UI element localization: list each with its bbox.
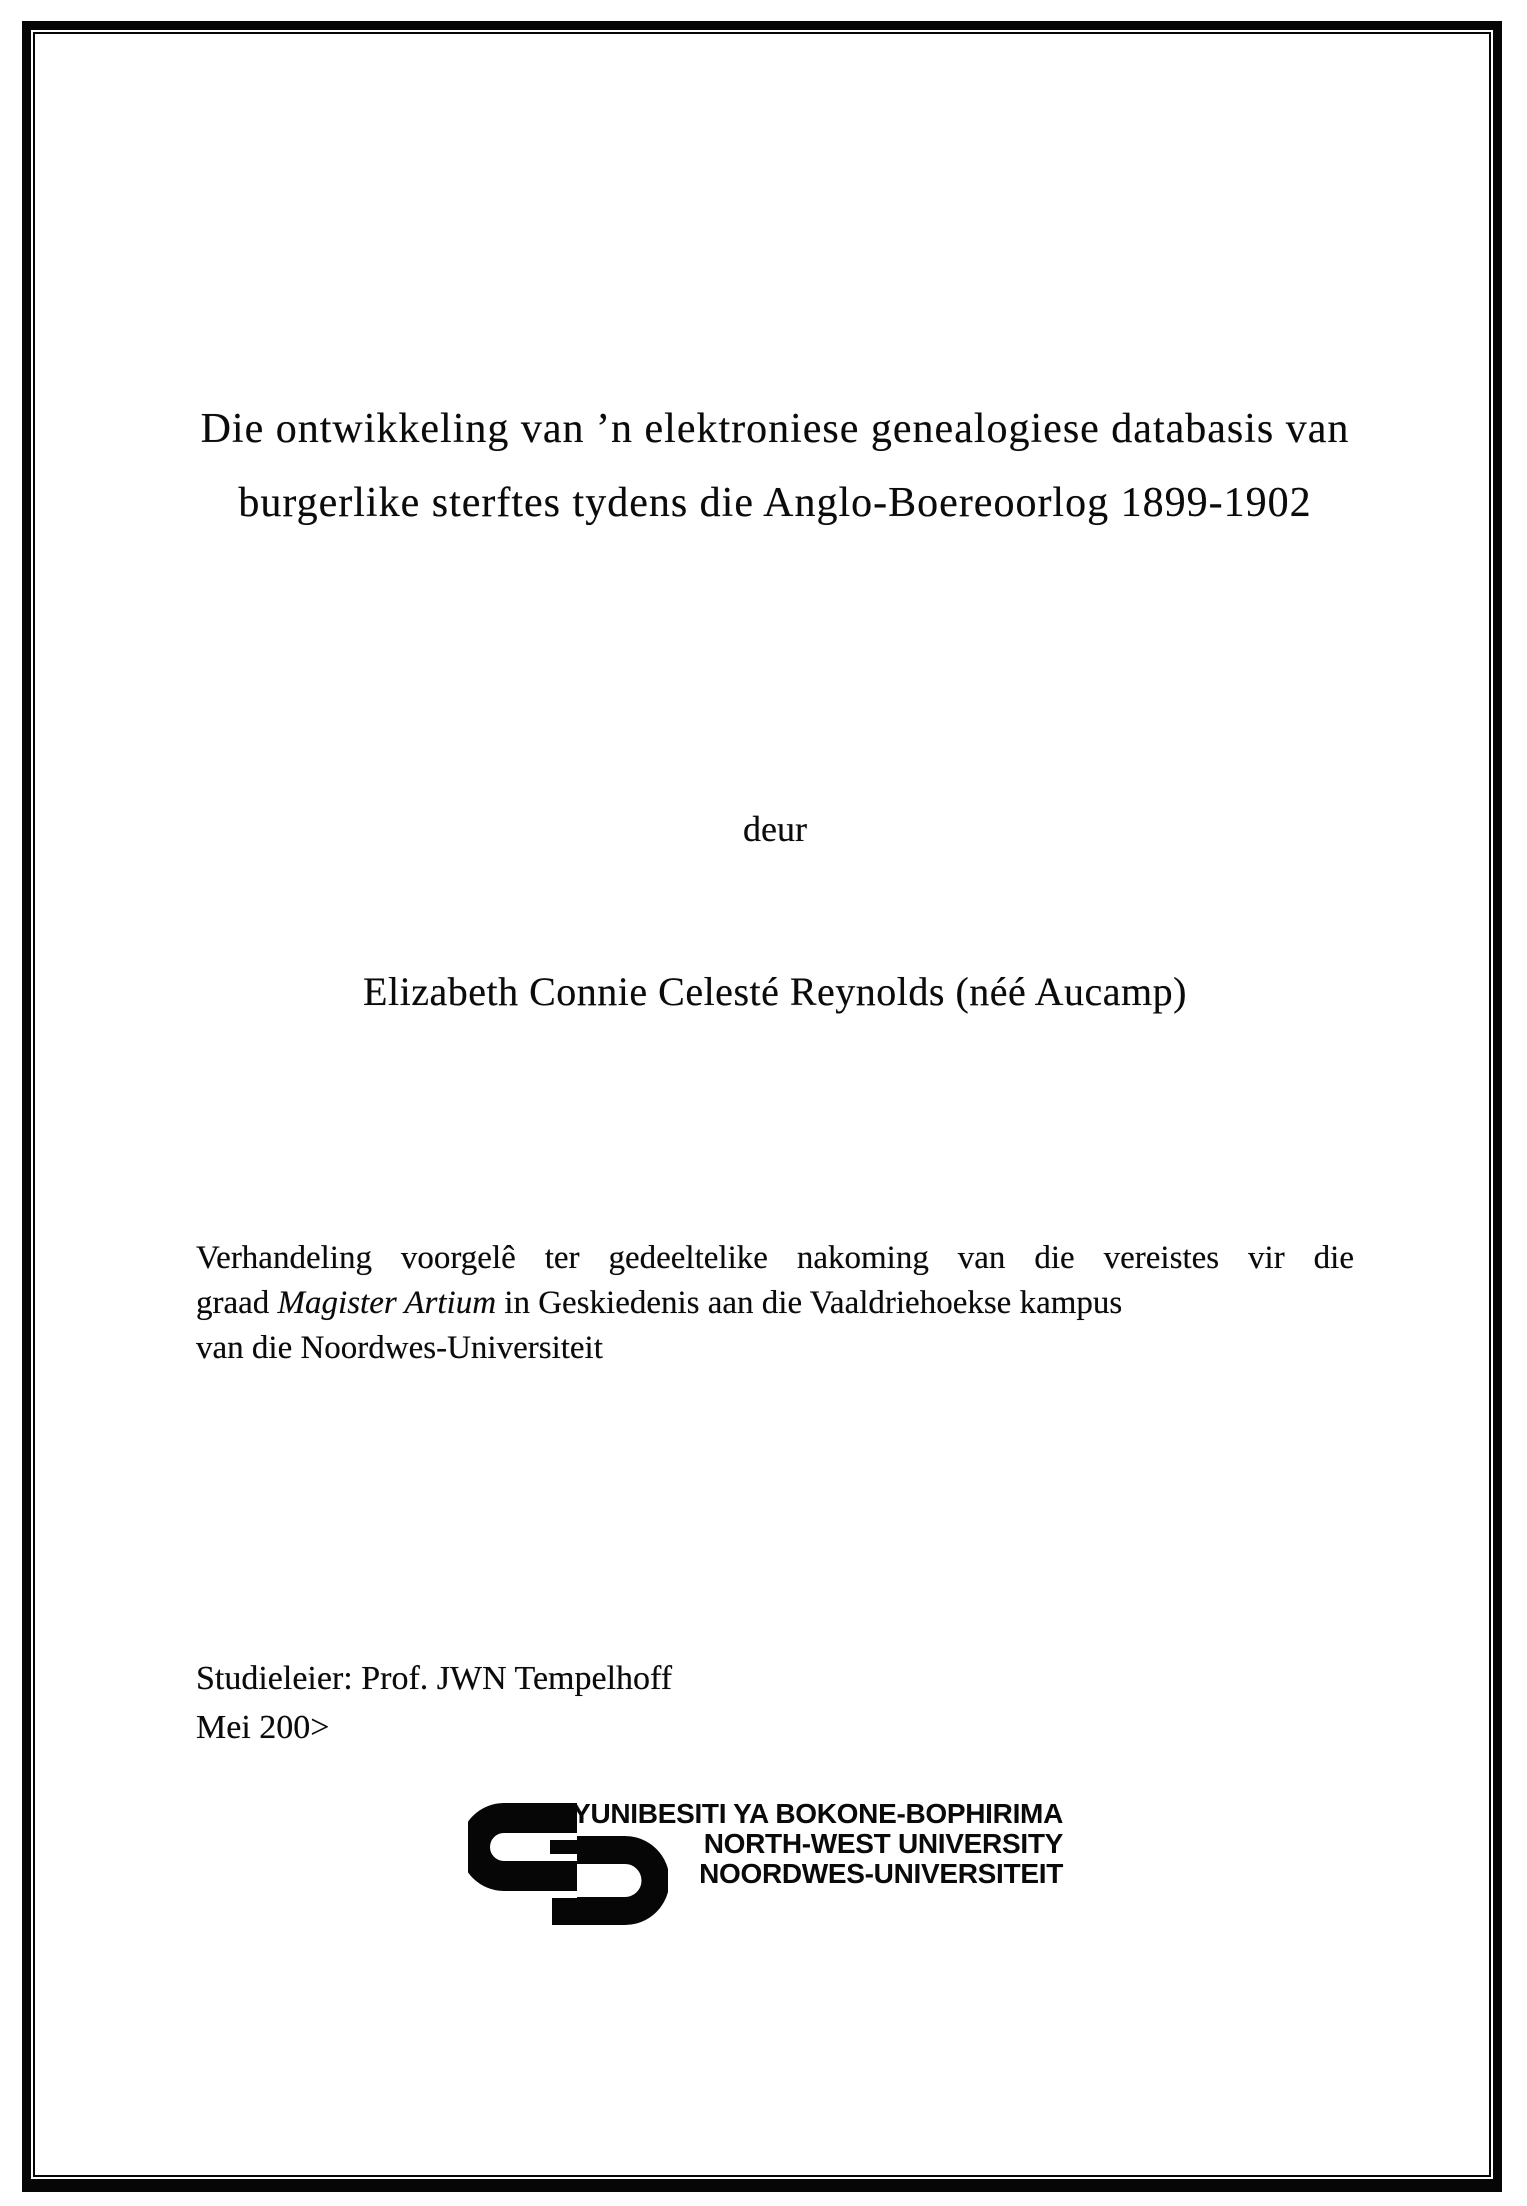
- date-line: Mei 200>: [196, 1709, 330, 1746]
- logo-text-line-1: YUNIBESITI YA BOKONE-BOPHIRIMA: [572, 1798, 1063, 1829]
- statement-line-2-prefix: graad: [196, 1285, 278, 1321]
- thesis-title: [201, 392, 1350, 540]
- logo-text-line-2: NORTH-WEST UNIVERSITY: [703, 1828, 1063, 1859]
- degree-statement: [196, 1236, 1354, 1371]
- content-area: [196, 0, 1354, 2206]
- title-line-1: Die ontwikkeling van ’n elektroniese genealogiese databasis van: [200, 406, 1350, 452]
- statement-line-2: [196, 1281, 1354, 1326]
- logo-text-line-3: NOORDWES-UNIVERSITEIT: [699, 1858, 1063, 1889]
- statement-line-1: Verhandeling voorgelê ter gedeeltelike nakoming van die vereistes vir die: [196, 1240, 1354, 1276]
- byline-label: deur: [743, 809, 807, 849]
- statement-line-2-suffix: in Geskiedenis aan die Vaaldriehoekse kampus: [496, 1285, 1123, 1321]
- statement-line-2-degree: Magister Artium: [277, 1285, 497, 1321]
- author-name: Elizabeth Connie Celesté Reynolds (néé Aucamp): [363, 969, 1187, 1014]
- supervisor-block: [196, 1654, 672, 1752]
- supervisor-line: Studieleier: Prof. JWN Tempelhoff: [196, 1660, 673, 1697]
- university-logo-text: [572, 1799, 1063, 1889]
- title-line-2: burgerlike sterftes tydens die Anglo-Boereoorlog 1899-1902: [238, 480, 1312, 526]
- statement-line-3: van die Noordwes-Universiteit: [196, 1330, 603, 1366]
